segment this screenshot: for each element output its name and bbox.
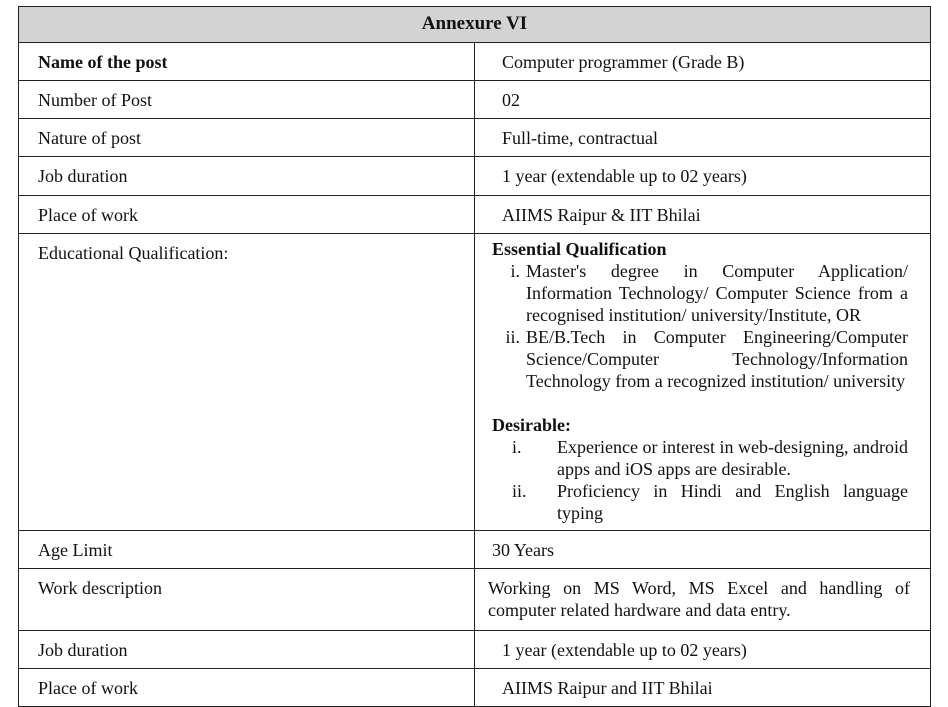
table-row xyxy=(19,81,931,119)
row-value-job-duration: 1 year (extendable up to 02 years) xyxy=(475,157,931,196)
table-row xyxy=(19,157,931,196)
row-label-educational-qualification: Educational Qualification: xyxy=(19,234,475,531)
table-row xyxy=(19,531,931,569)
list-item-text: BE/B.Tech in Computer Engineering/Computer Science/Computer Technology/Information Technology from a recognized institution/ university xyxy=(526,327,908,391)
row-label-number-of-post: Number of Post xyxy=(19,81,475,119)
table-row xyxy=(19,119,931,157)
row-value-number-of-post: 02 xyxy=(475,81,931,119)
row-label-job-duration-2: Job duration xyxy=(19,631,475,669)
list-item xyxy=(492,326,908,392)
list-item-text: Master's degree in Computer Application/ Information Technology/ Computer Science from a recognised institution/ university/Institute, OR xyxy=(526,261,908,325)
desirable-heading: Desirable: xyxy=(492,415,571,435)
list-item-text: Proficiency in Hindi and English language typing xyxy=(557,481,908,523)
essential-qualification-list xyxy=(492,260,908,392)
list-item-number: ii. xyxy=(505,327,520,347)
table-row xyxy=(19,43,931,81)
table-title: Annexure VI xyxy=(19,7,931,43)
row-label-place-of-work-2: Place of work xyxy=(19,669,475,707)
row-label-name-of-post: Name of the post xyxy=(19,43,475,81)
table-row xyxy=(19,196,931,234)
row-label-age-limit: Age Limit xyxy=(19,531,475,569)
list-item-number: ii. xyxy=(512,481,527,501)
row-label-nature-of-post: Nature of post xyxy=(19,119,475,157)
list-item-number: i. xyxy=(512,437,522,457)
row-value-nature-of-post: Full-time, contractual xyxy=(475,119,931,157)
row-label-job-duration: Job duration xyxy=(19,157,475,196)
essential-qualification-heading: Essential Qualification xyxy=(492,239,667,259)
education-content xyxy=(475,234,931,531)
desirable-list xyxy=(492,436,908,524)
row-value-job-duration-2: 1 year (extendable up to 02 years) xyxy=(475,631,931,669)
list-item-text: Experience or interest in web-designing, android apps and iOS apps are desirable. xyxy=(557,437,908,479)
row-label-place-of-work: Place of work xyxy=(19,196,475,234)
list-item xyxy=(492,436,908,480)
row-value-name-of-post: Computer programmer (Grade B) xyxy=(475,43,931,81)
row-label-work-description: Work description xyxy=(19,569,475,631)
table-row xyxy=(19,631,931,669)
table-row-education xyxy=(19,234,931,531)
row-value-place-of-work-2: AIIMS Raipur and IIT Bhilai xyxy=(475,669,931,707)
table-row xyxy=(19,669,931,707)
annexure-table xyxy=(18,6,931,707)
list-item xyxy=(492,480,908,524)
list-item-number: i. xyxy=(510,261,520,281)
row-value-place-of-work: AIIMS Raipur & IIT Bhilai xyxy=(475,196,931,234)
table-row xyxy=(19,569,931,631)
row-value-work-description: Working on MS Word, MS Excel and handling of computer related hardware and data entry. xyxy=(475,569,931,631)
row-value-age-limit: 30 Years xyxy=(475,531,931,569)
list-item xyxy=(492,260,908,326)
spacer xyxy=(492,392,908,414)
title-row xyxy=(19,7,931,43)
